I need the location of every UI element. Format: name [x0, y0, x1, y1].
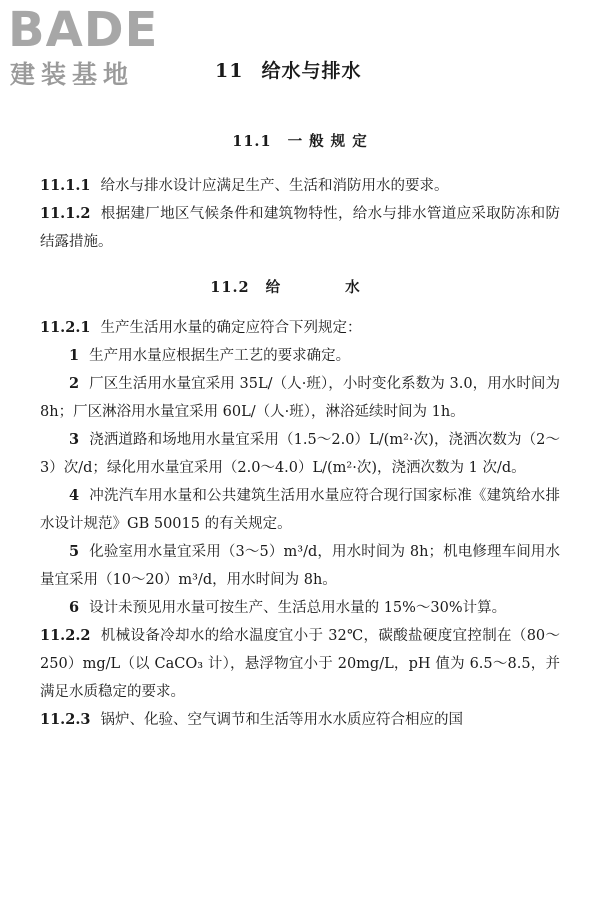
document-body [40, 128, 560, 734]
logo [8, 4, 178, 92]
logo-mark: BADE [8, 2, 159, 58]
item-text: 设计未预见用水量可按生产、生活总用水量的 15%～30%计算。 [89, 600, 507, 616]
clause-text: 机械设备冷却水的给水温度宜小于 32℃，碳酸盐硬度宜控制在（80～250）mg/L（以 CaCO₃ 计），悬浮物宜小于 20mg/L，pH 值为 6.5～8.5，并满足水质稳定的要求。 [40, 628, 560, 700]
clause-number: 11.2.3 [40, 711, 91, 728]
item-5 [40, 538, 560, 594]
item-number: 1 [69, 347, 80, 364]
clause-11-2-2 [40, 622, 560, 706]
clause-11-1-1 [40, 172, 560, 200]
chapter-number: 11 [215, 60, 244, 82]
item-number: 5 [69, 543, 80, 560]
clause-number: 11.2.2 [40, 627, 91, 644]
item-number: 6 [69, 599, 80, 616]
chapter-title [215, 56, 361, 83]
clause-11-2-3 [40, 706, 560, 734]
item-6 [40, 594, 560, 622]
item-text: 生产用水量应根据生产工艺的要求确定。 [89, 348, 351, 364]
item-number: 2 [69, 375, 80, 392]
clause-11-1-2 [40, 200, 560, 256]
item-3 [40, 426, 560, 482]
section-number: 11.2 [210, 279, 250, 296]
item-2 [40, 370, 560, 426]
clause-text: 生产生活用水量的确定应符合下列规定： [100, 320, 362, 336]
clause-number: 11.1.1 [40, 177, 91, 194]
clause-text: 锅炉、化验、空气调节和生活等用水水质应符合相应的国 [100, 712, 463, 728]
clause-11-2-1 [40, 314, 560, 342]
item-text: 冲洗汽车用水量和公共建筑生活用水量应符合现行国家标准《建筑给水排水设计规范》GB 50015 的有关规定。 [40, 488, 560, 532]
clause-number: 11.1.2 [40, 205, 91, 222]
item-text: 厂区生活用水量宜采用 35L/（人·班），小时变化系数为 3.0，用水时间为 8h；厂区淋浴用水量宜采用 60L/（人·班），淋浴延续时间为 1h。 [40, 376, 560, 420]
item-1 [40, 342, 560, 370]
section-number: 11.1 [232, 133, 272, 150]
logo-subtitle: 建装基地 [10, 60, 135, 89]
item-number: 4 [69, 487, 80, 504]
item-4 [40, 482, 560, 538]
clause-text: 根据建厂地区气候条件和建筑物特性，给水与排水管道应采取防冻和防结露措施。 [40, 206, 560, 250]
section-name: 给 水 [265, 279, 390, 296]
section-title-11-2 [40, 274, 560, 302]
item-number: 3 [69, 431, 80, 448]
clause-text: 给水与排水设计应满足生产、生活和消防用水的要求。 [100, 178, 449, 194]
item-text: 化验室用水量宜采用（3～5）m³/d，用水时间为 8h；机电修理车间用水量宜采用（10～20）m³/d，用水时间为 8h。 [40, 544, 560, 588]
clause-number: 11.2.1 [40, 319, 91, 336]
section-title-11-1 [40, 128, 560, 156]
item-text: 浇洒道路和场地用水量宜采用（1.5～2.0）L/(m²·次)，浇洒次数为（2～3）次/d；绿化用水量宜采用（2.0～4.0）L/(m²·次)，浇洒次数为 1 次/d。 [40, 432, 560, 476]
section-name: 一 般 规 定 [287, 133, 368, 150]
chapter-name: 给水与排水 [261, 60, 362, 82]
